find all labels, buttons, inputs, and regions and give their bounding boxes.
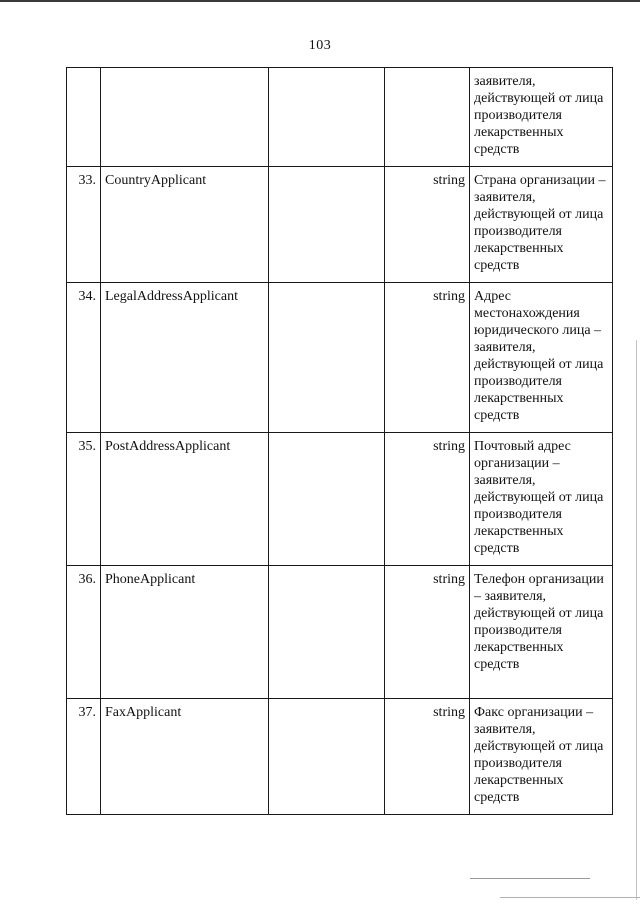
field-description-cell: заявителя, действующей от лица производителя лекарственных средств bbox=[470, 68, 613, 167]
field-type-cell bbox=[385, 68, 470, 167]
empty-cell bbox=[269, 433, 385, 566]
table-row bbox=[67, 283, 613, 433]
field-specification-table bbox=[66, 67, 613, 815]
table-row bbox=[67, 167, 613, 283]
field-name-cell: CountryApplicant bbox=[101, 167, 269, 283]
scan-artifact-line bbox=[500, 897, 640, 898]
page-top-edge bbox=[0, 0, 640, 2]
field-description-cell: Телефон организации – заявителя, действующей от лица производителя лекарственных средств bbox=[470, 566, 613, 699]
empty-cell bbox=[269, 68, 385, 167]
field-type-cell: string bbox=[385, 167, 470, 283]
row-number-cell: 37. bbox=[67, 699, 101, 815]
field-description-cell: Факс организации – заявителя, действующей от лица производителя лекарственных средств bbox=[470, 699, 613, 815]
empty-cell bbox=[269, 699, 385, 815]
field-name-cell: PostAddressApplicant bbox=[101, 433, 269, 566]
empty-cell bbox=[269, 167, 385, 283]
row-number-cell bbox=[67, 68, 101, 167]
page-number: 103 bbox=[308, 38, 332, 53]
field-name-cell: PhoneApplicant bbox=[101, 566, 269, 699]
field-description-cell: Адрес местонахождения юридического лица – заявителя, действующей от лица производителя лекарственных средств bbox=[470, 283, 613, 433]
row-number-cell: 33. bbox=[67, 167, 101, 283]
field-name-cell: LegalAddressApplicant bbox=[101, 283, 269, 433]
row-number-cell: 34. bbox=[67, 283, 101, 433]
field-name-cell: FaxApplicant bbox=[101, 699, 269, 815]
field-type-cell: string bbox=[385, 283, 470, 433]
table-row bbox=[67, 68, 613, 167]
field-description-cell: Страна организации – заявителя, действующей от лица производителя лекарственных средств bbox=[470, 167, 613, 283]
table-row bbox=[67, 433, 613, 566]
row-number-cell: 35. bbox=[67, 433, 101, 566]
field-type-cell: string bbox=[385, 566, 470, 699]
scan-artifact-line bbox=[470, 878, 590, 879]
field-type-cell: string bbox=[385, 433, 470, 566]
field-description-cell: Почтовый адрес организации – заявителя, действующей от лица производителя лекарственных средств bbox=[470, 433, 613, 566]
field-name-cell bbox=[101, 68, 269, 167]
empty-cell bbox=[269, 566, 385, 699]
scan-artifact-line bbox=[636, 340, 637, 900]
row-number-cell: 36. bbox=[67, 566, 101, 699]
field-type-cell: string bbox=[385, 699, 470, 815]
table-row bbox=[67, 566, 613, 699]
empty-cell bbox=[269, 283, 385, 433]
table-row bbox=[67, 699, 613, 815]
